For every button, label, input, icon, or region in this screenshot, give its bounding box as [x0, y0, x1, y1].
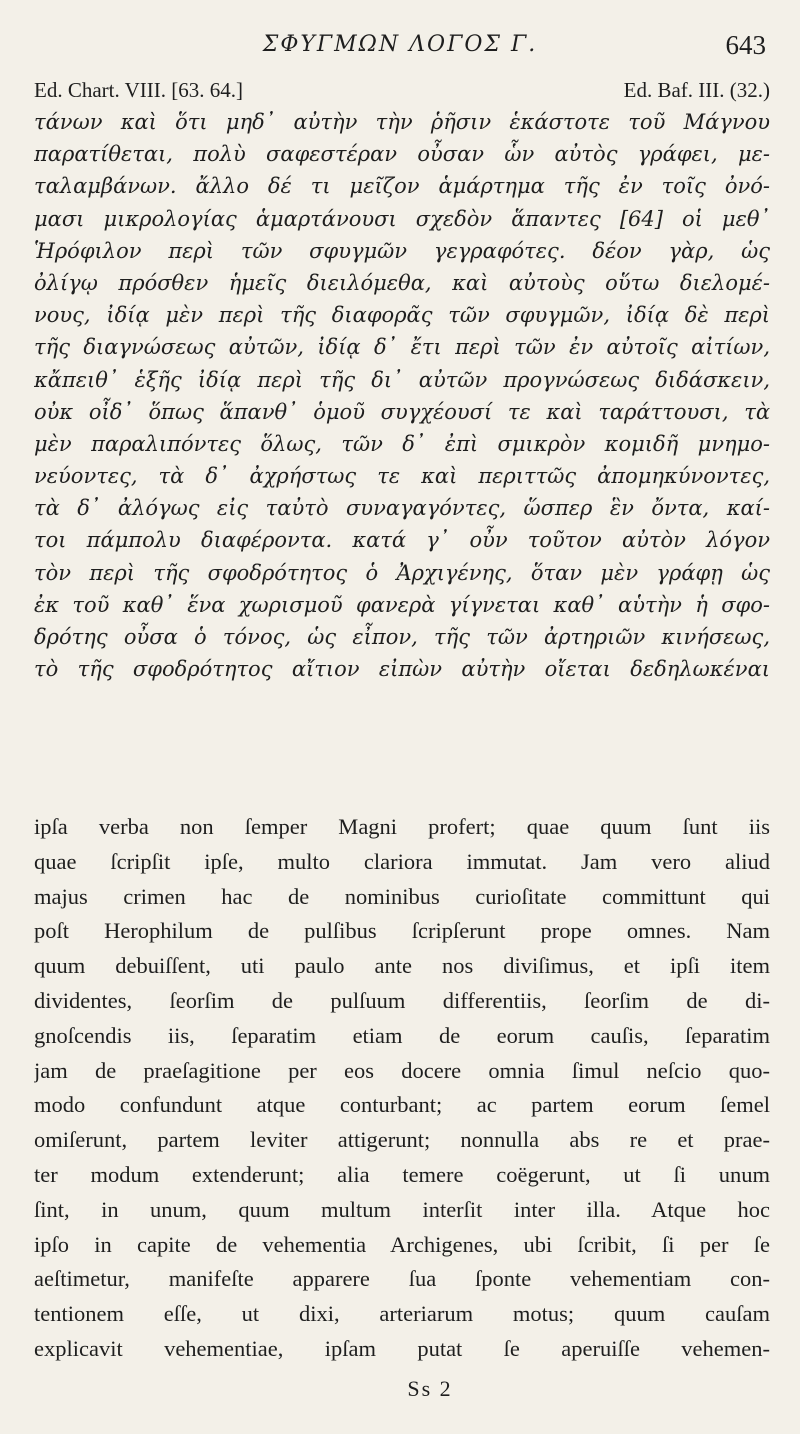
greek-line: κἄπειθ᾽ ἑξῆς ἰδίᾳ περὶ τῆς δι᾽ αὐτῶν προγνώσεως διδάσκειν,	[34, 367, 770, 392]
edition-chartier-ref: Ed. Chart. VIII. [63. 64.]	[34, 78, 243, 102]
greek-line: ταλαμβάνων. ἄλλο δέ τι μεῖζον ἁμάρτημα τῆς ἐν τοῖς ὀνό-	[34, 174, 770, 199]
greek-line: τάνων καὶ ὅτι μηδ᾽ αὐτὴν τὴν ῥῆσιν ἑκάστοτε τοῦ Μάγνου	[34, 110, 770, 134]
latin-text-block	[34, 810, 770, 1367]
greek-line: τὸ τῆς σφοδρότητος αἴτιον εἰπὼν αὐτὴν οἴεται δεδηλωκέναι	[34, 657, 770, 682]
page-number: 643	[725, 30, 766, 60]
greek-line: νους, ἰδίᾳ μὲν περὶ τῆς διαφορᾶς τῶν σφυγμῶν, ἰδίᾳ δὲ περὶ	[34, 303, 770, 328]
edition-basel-ref: Ed. Baf. III. (32.)	[623, 78, 770, 102]
latin-line: omiſerunt, partem leviter attigerunt; nonnulla abs re et prae-	[34, 1127, 770, 1153]
latin-line: quae ſcripſit ipſe, multo clariora immutat. Jam vero aliud	[34, 848, 770, 874]
latin-line: gnoſcendis iis, ſeparatim etiam de eorum cauſis, ſeparatim	[34, 1022, 770, 1048]
latin-line: ſint, in unum, quum multum interſit inter illa. Atque hoc	[34, 1196, 770, 1222]
running-title: ΣΦΥΓΜΩΝ ΛΟΓΟΣ Γ.	[262, 32, 538, 57]
latin-line: jam de praeſagitione per eos docere omnia ſimul neſcio quo-	[34, 1057, 770, 1083]
edition-references	[34, 78, 770, 104]
latin-line: ter modum extenderunt; alia temere coëgerunt, ut ſi unum	[34, 1161, 770, 1187]
greek-line: νεύοντες, τὰ δ᾽ ἀχρήστως τε καὶ περιττῶς ἀπομηκύνοντες,	[34, 464, 770, 489]
greek-line: δρότης οὖσα ὁ τόνος, ὡς εἶπον, τῆς τῶν ἀρτηριῶν κινήσεως,	[34, 625, 770, 649]
latin-line: aeſtimetur, manifeſte apparere ſua ſponte vehementiam con-	[34, 1266, 770, 1292]
greek-line: μασι μικρολογίας ἁμαρτάνουσι σχεδὸν ἅπαντες [64] οἱ μεθ᾽	[34, 206, 770, 231]
latin-line: dividentes, ſeorſim de pulſuum differentiis, ſeorſim de di-	[34, 987, 770, 1013]
latin-line: ipſa verba non ſemper Magni profert; quae quum ſunt iis	[34, 814, 770, 839]
signature-mark: Ss 2	[407, 1376, 453, 1401]
greek-line: τὸν περὶ τῆς σφοδρότητος ὁ Ἀρχιγένης, ὅταν μὲν γράφῃ ὡς	[34, 560, 770, 585]
greek-line: τὰ δ᾽ ἀλόγως εἰς ταὐτὸ συναγαγόντες, ὥσπερ ἓν ὄντα, καί-	[34, 496, 770, 521]
page-header	[0, 28, 800, 68]
latin-line: tentionem eſſe, ut dixi, arteriarum motus; quum cauſam	[34, 1301, 770, 1327]
latin-line: ipſo in capite de vehementia Archigenes, ubi ſcribit, ſi per ſe	[34, 1231, 770, 1257]
greek-text-block	[34, 106, 770, 685]
latin-line: explicavit vehementiae, ipſam putat ſe aperuiſſe vehemen-	[34, 1335, 770, 1361]
latin-line: modo confundunt atque conturbant; ac partem eorum ſemel	[34, 1092, 770, 1118]
greek-line: τοι πάμπολυ διαφέροντα. κατά γ᾽ οὖν τοῦτον αὐτὸν λόγον	[34, 528, 770, 553]
greek-line: παρατίθεται, πολὺ σαφεστέραν οὖσαν ὧν αὐτὸς γράφει, με-	[34, 142, 770, 167]
greek-line: τῆς διαγνώσεως αὐτῶν, ἰδίᾳ δ᾽ ἔτι περὶ τῶν ἐν αὐτοῖς αἰτίων,	[34, 335, 770, 360]
greek-line: ἐκ τοῦ καθ᾽ ἕνα χωρισμοῦ φανερὰ γίγνεται καθ᾽ αὑτὴν ἡ σφο-	[34, 592, 770, 617]
greek-line: Ἡρόφιλον περὶ τῶν σφυγμῶν γεγραφότες. δέον γὰρ, ὡς	[34, 238, 770, 263]
greek-line: ὀλίγῳ πρόσθεν ἡμεῖς διειλόμεθα, καὶ αὐτοὺς οὕτω διελομέ-	[34, 270, 770, 295]
latin-line: quum debuiſſent, uti paulo ante nos diviſimus, et ipſi item	[34, 953, 770, 979]
latin-line: majus crimen hac de nominibus curioſitate committunt qui	[34, 883, 770, 909]
latin-line: poſt Herophilum de pulſibus ſcripſerunt prope omnes. Nam	[34, 918, 770, 944]
greek-line: οὐκ οἶδ᾽ ὅπως ἅπανθ᾽ ὁμοῦ συγχέουσί τε καὶ ταράττουσι, τὰ	[34, 399, 770, 424]
greek-line: μὲν παραλιπόντες ὅλως, τῶν δ᾽ ἐπὶ σμικρὸν κομιδῆ μνημο-	[34, 431, 770, 456]
